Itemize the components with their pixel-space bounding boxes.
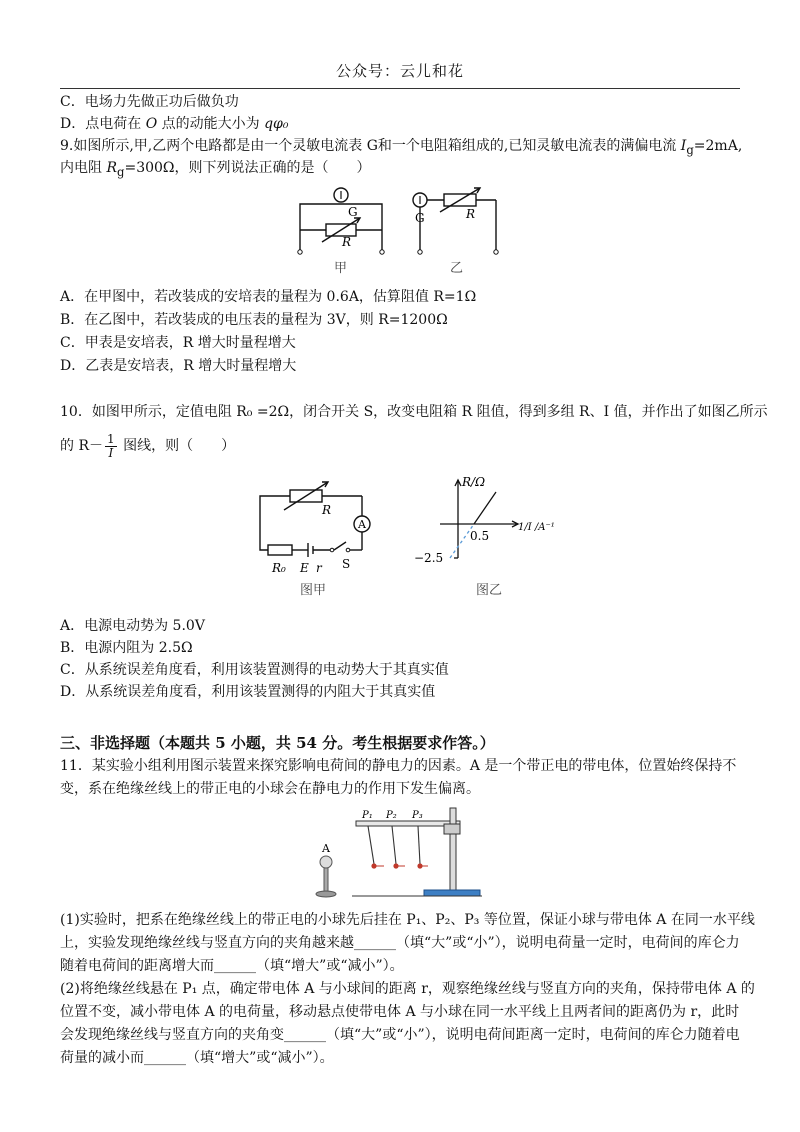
q10-fig-r0-label: R₀ <box>272 561 286 575</box>
q9-stem-line-2: 内电阻 $R_g=300\Omega$，则下列说法正确的是（ ） <box>60 160 371 179</box>
apparatus-base <box>424 890 480 896</box>
q8-option-c: C．电场力先做正功后做负功 <box>60 94 239 110</box>
q10-fig-s-label: S <box>342 557 351 571</box>
q10-fig-r-label: R <box>322 503 332 517</box>
fig-label-p1: P₁ <box>362 810 373 821</box>
q11-stem-line-1: 11．某实验小组利用图示装置来探究影响电荷间的静电力的因素。A 是一个带正电的带电体，位置始终保持不 <box>60 758 737 774</box>
graph-y-axis-label: R/Ω <box>462 475 486 489</box>
q10-graph-figure <box>410 472 555 600</box>
ball-p1 <box>371 863 376 868</box>
fig-label-p3: P₃ <box>412 810 423 821</box>
q9-stem-line-1: 9.如图所示,甲,乙两个电路都是由一个灵敏电流表 G和一个电阻箱组成的,已知灵敏电流表的满偏电流 $I_g=2mA$, <box>60 138 743 157</box>
q11-part1-line-3: 随着电荷间的距离增大而______（填“增大”或“减小”）。 <box>60 958 404 974</box>
q8-option-d: D．点电荷在 O 点的动能大小为 qφ₀ <box>60 116 289 132</box>
q9-option-d: D．乙表是安培表，R 增大时量程增大 <box>60 358 297 374</box>
graph-line-solid <box>474 492 496 524</box>
header-rule <box>60 88 740 89</box>
section-3-title: 三、非选择题（本题共 5 小题，共 54 分。考生根据要求作答。） <box>60 734 495 752</box>
q10-option-b: B．电源内阻为 2.5Ω <box>60 640 193 656</box>
graph-x-axis-label: 1/I /A⁻¹ <box>518 522 555 533</box>
fig-label-a: A <box>322 842 330 855</box>
page-header-title: 公众号：云儿和花 <box>335 62 464 80</box>
q10-stem-line-2: 的 R－ $\frac{1}{I}$ 图线，则（ ） <box>60 431 236 460</box>
q9-option-b: B．在乙图中，若改装成的电压表的量程为 3V，则 R=1200Ω <box>60 312 448 328</box>
ball-p2 <box>393 863 398 868</box>
q11-part1-line-2: 上，实验发现绝缘丝线与竖直方向的夹角越来越______（填“大”或“小”），说明电荷量一定时，电荷间的库仑力 <box>60 935 740 951</box>
fig-r-label-jia: R <box>342 235 352 249</box>
q9-circuit-figure <box>290 186 510 278</box>
fig-label-p2: P₂ <box>386 810 397 821</box>
graph-x-tick: 0.5 <box>470 529 490 543</box>
fig-g-label-yi: G <box>415 211 425 225</box>
fig-r-label-yi: R <box>466 207 476 221</box>
q10-fig-caption-jia: 图甲 <box>300 583 327 598</box>
ball-p3 <box>417 863 422 868</box>
q11-part1-line-1: (1)实验时，把系在绝缘丝线上的带正电的小球先后挂在 P₁、P₂、P₃ 等位置，保证小球与带电体 A 在同一水平线 <box>60 912 755 928</box>
q11-part2-line-1: (2)将绝缘丝线悬在 P₁ 点，确定带电体 A 与小球间的距离 r，观察绝缘丝线与竖直方向的夹角，保持带电体 A 的 <box>60 981 755 997</box>
fig-caption-jia: 甲 <box>334 261 348 276</box>
q10-option-a: A．电源电动势为 5.0V <box>60 618 205 634</box>
graph-y-tick: −2.5 <box>414 551 444 565</box>
q10-circuit-figure <box>250 482 380 602</box>
fig-g-label-jia: G <box>348 205 358 219</box>
q10-option-d: D．从系统误差角度看，利用该装置测得的内阻大于其真实值 <box>60 684 436 700</box>
q10-fig-e-label: E <box>300 561 309 575</box>
q10-fig-ammeter-label: A <box>358 518 366 531</box>
q10-fraction: $\frac{1}{I}$ <box>107 431 115 460</box>
fig-caption-yi: 乙 <box>450 261 464 276</box>
q10-fig-caption-yi: 图乙 <box>476 583 503 598</box>
q9-option-a: A．在甲图中，若改装成的安培表的量程为 0.6A，估算阻值 R=1Ω <box>60 289 477 305</box>
q10-fig-r-small-label: r <box>316 561 322 575</box>
q11-part2-line-3: 会发现绝缘丝线与竖直方向的夹角变______（填“大”或“小”），说明电荷间距离一定时，电荷间的库仑力随着电 <box>60 1027 740 1043</box>
q11-apparatus-figure <box>312 800 492 904</box>
q11-part2-line-2: 位置不变，减小带电体 A 的电荷量，移动悬点使带电体 A 与小球在同一水平线上且两者间的距离仍为 r，此时 <box>60 1004 740 1020</box>
q11-part2-line-4: 荷量的减小而______（填“增大”或“减小”）。 <box>60 1050 334 1066</box>
q11-stem-line-2: 变，系在绝缘丝线上的带正电的小球会在静电力的作用下发生偏离。 <box>60 781 480 797</box>
charged-body-a <box>320 856 332 868</box>
q10-option-c: C．从系统误差角度看，利用该装置测得的电动势大于其真实值 <box>60 662 449 678</box>
q9-option-c: C．甲表是安培表，R 增大时量程增大 <box>60 335 296 351</box>
q10-stem-line-1: 10．如图甲所示，定值电阻 R₀ =2Ω，闭合开关 S，改变电阻箱 R 阻值，得到多组 R、I 值，并作出了如图乙所示 <box>60 404 768 420</box>
